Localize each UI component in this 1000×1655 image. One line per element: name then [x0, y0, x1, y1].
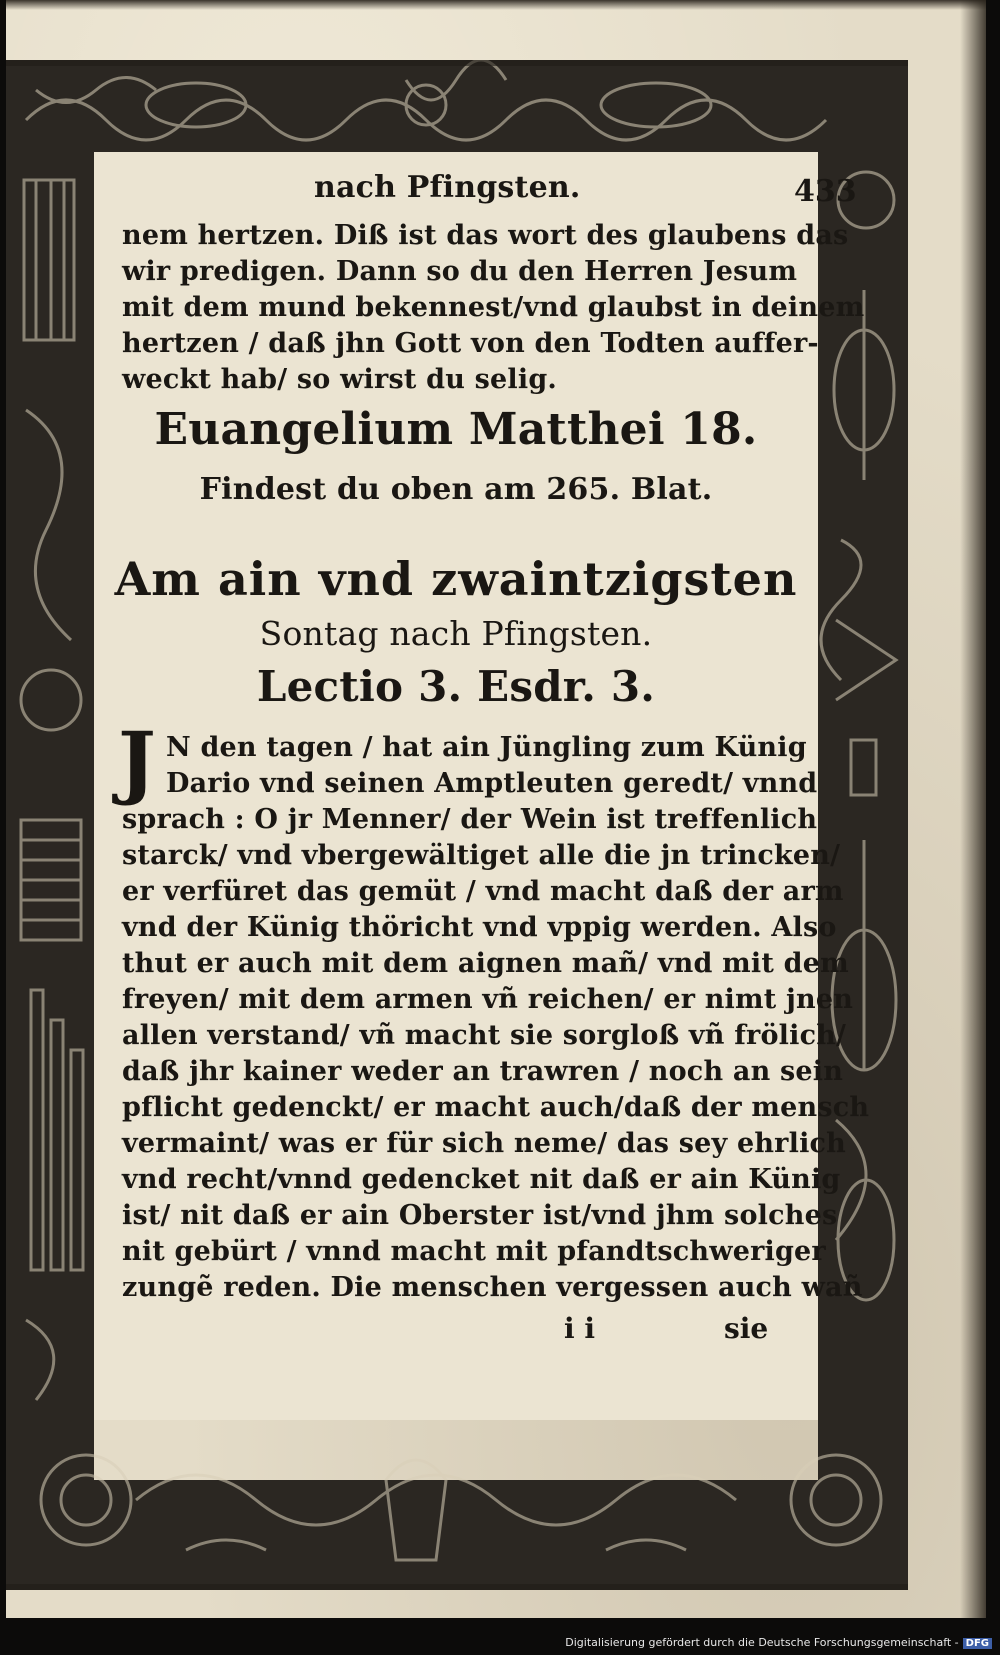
text-line: hertzen / daß jhn Gott von den Todten auffer- [122, 328, 819, 359]
text-line: mit dem mund bekennest/vnd glaubst in deinem [122, 292, 865, 323]
digitization-credit [565, 1636, 992, 1649]
text-line: wir predigen. Dann so du den Herren Jesum [122, 256, 798, 287]
text-line: vnd der Künig thöricht vnd vppig werden. Also [122, 912, 837, 943]
text-line: daß jhr kainer weder an trawren / noch an sein [122, 1056, 844, 1087]
text-line: freyen/ mit dem armen vñ reichen/ er nimt jnen [122, 984, 854, 1015]
heading-reference: Findest du oben am 265. Blat. [199, 472, 713, 507]
text-line: ist/ nit daß er ain Oberster ist/vnd jhm solches [122, 1200, 838, 1231]
heading-sunday: Am ain vnd zwaintzigsten [114, 552, 798, 606]
catchword: sie [724, 1312, 769, 1345]
text-line: N den tagen / hat ain Jüngling zum Künig [166, 732, 807, 763]
text-line: thut er auch mit dem aignen mañ/ vnd mit dem [122, 948, 849, 979]
running-head: nach Pfingsten. [314, 170, 581, 205]
initial-letter: J [118, 714, 156, 808]
text-line: Dario vnd seinen Amptleuten geredt/ vnnd [166, 768, 818, 799]
page-edge-shadow [960, 0, 986, 1618]
book-page [6, 0, 986, 1618]
credit-text: Digitalisierung gefördert durch die Deutsche Forschungsgemeinschaft - [565, 1636, 959, 1649]
text-line: nit gebürt / vnnd macht mit pfandtschweriger [122, 1236, 826, 1267]
heading-lectio: Lectio 3. Esdr. 3. [256, 662, 656, 711]
signature-mark: i i [564, 1312, 596, 1345]
text-line: er verfüret das gemüt / vnd macht daß der arm [122, 876, 844, 907]
text-line: starck/ vnd vbergewältiget alle die jn trincken/ [122, 840, 841, 871]
dfg-logo: DFG [963, 1638, 992, 1649]
text-line: sprach : O jr Menner/ der Wein ist treffenlich [122, 804, 818, 835]
heading-sunday-subtitle: Sontag nach Pfingsten. [259, 614, 653, 653]
text-line: zungẽ reden. Die menschen vergessen auch wañ [122, 1272, 863, 1303]
text-line: vnd recht/vnnd gedencket nit daß er ain Künig [122, 1164, 841, 1195]
text-line: vermaint/ was er für sich neme/ das sey ehrlich [122, 1128, 846, 1159]
text-line: nem hertzen. Diß ist das wort des glaubens das [122, 220, 849, 251]
text-line: pflicht gedenckt/ er macht auch/daß der mensch [122, 1092, 870, 1123]
text-line: weckt hab/ so wirst du selig. [122, 364, 557, 395]
text-line: allen verstand/ vñ macht sie sorgloß vñ frölich/ [122, 1020, 847, 1051]
folio-number: 433 [794, 174, 857, 209]
heading-evangelium: Euangelium Matthei 18. [154, 404, 758, 455]
page-top-edge [6, 0, 986, 10]
text-block [94, 152, 870, 1420]
